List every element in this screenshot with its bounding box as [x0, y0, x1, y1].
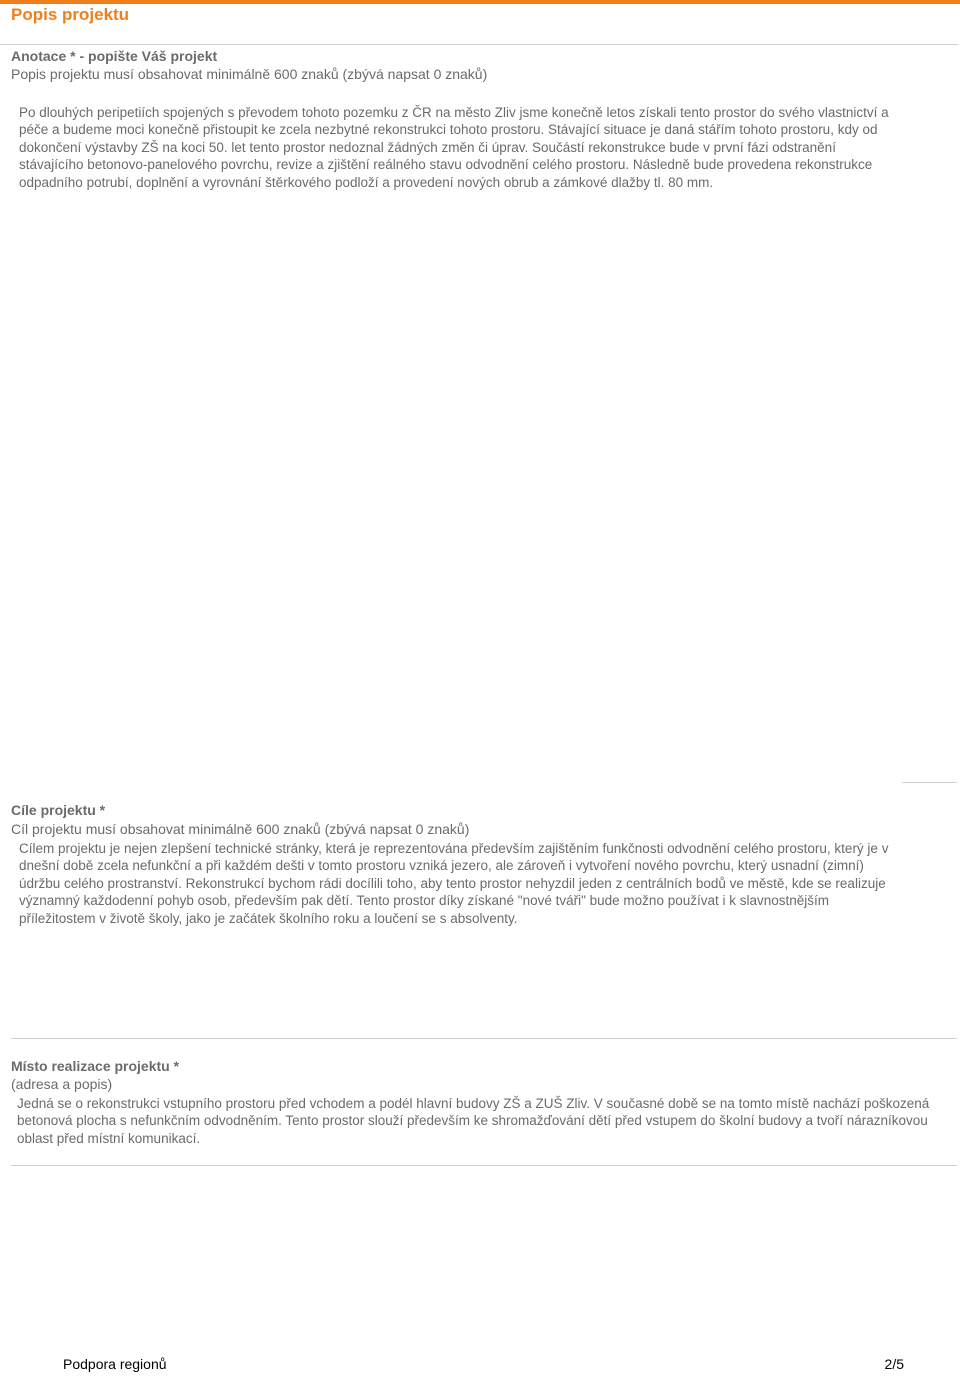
- title-divider: [0, 44, 958, 45]
- section-divider: [11, 1038, 957, 1039]
- footer-label: Podpora regionů: [63, 1356, 167, 1372]
- page-number: 2/5: [884, 1356, 904, 1372]
- page-title: Popis projektu: [11, 5, 130, 24]
- section-title-misto: Místo realizace projektu *: [11, 1058, 180, 1074]
- section-subtitle-misto: (adresa a popis): [11, 1076, 113, 1092]
- section-title-cile: Cíle projektu *: [11, 802, 106, 818]
- section-end-divider: [11, 1165, 957, 1166]
- section-divider-short: [902, 782, 957, 783]
- header-accent-bar: [0, 0, 960, 4]
- section-body-cile: Cílem projektu je nejen zlepšení technické stránky, která je reprezentována především zajištěním funkčnosti odvodnění celého prostoru, který je v dnešní době zcela nefunkční a při každém dešti v tomto prostoru vzniká jezero, ale zároveň i vytvoření nového povrchu, který usnadní (zimní) údržbu celého prostranství. Rekonstrukcí bychom rádi docílili toho, aby tento prostor nehyzdil jeden z centrálních bodů ve městě, kde se realizuje významný každodenní pohyb osob, především pak dětí. Tento prostor díky získané "nové tváři" bude možno používat i k slavnostnějším příležitostem v životě školy, jako je začátek školního roku a loučení se s absolventy.: [19, 841, 889, 926]
- section-subtitle-anotace: Popis projektu musí obsahovat minimálně 600 znaků (zbývá napsat 0 znaků): [11, 66, 488, 82]
- section-title-anotace: Anotace * - popište Váš projekt: [11, 48, 218, 64]
- section-body-misto: Jedná se o rekonstrukci vstupního prostoru před vchodem a podél hlavní budovy ZŠ a ZUŠ Zliv. V současné době se na tomto místě nachází poškozená betonová plocha s nefunkčním odvodněním. Tento prostor slouží především ke shromažďování dětí před vstupem do školní budovy a tvoří nárazníkovou oblast před místní komunikací.: [17, 1096, 930, 1146]
- section-body-anotace: Po dlouhých peripetiích spojených s převodem tohoto pozemku z ČR na město Zliv jsme konečně letos získali tento prostor do svého vlastnictví a péče a budeme moci konečně přistoupit ke zcela nezbytné rekonstrukci tohoto prostoru. Stávající situace je daná stářím tohoto prostoru, kdy od dokončení výstavby ZŠ na koci 50. let tento prostor nedoznal žádných změn či úprav. Součástí rekonstrukce bude v první fázi odstranění stávajícího betonovo-panelového povrchu, revize a zjištění reálného stavu odvodnění celého prostoru. Následně bude provedena rekonstrukce odpadního potrubí, doplnění a vyrovnání štěrkového podloží a provedení nových obrub a zámkové dlažby tl. 80 mm.: [19, 105, 889, 190]
- section-subtitle-cile: Cíl projektu musí obsahovat minimálně 600 znaků (zbývá napsat 0 znaků): [11, 821, 470, 837]
